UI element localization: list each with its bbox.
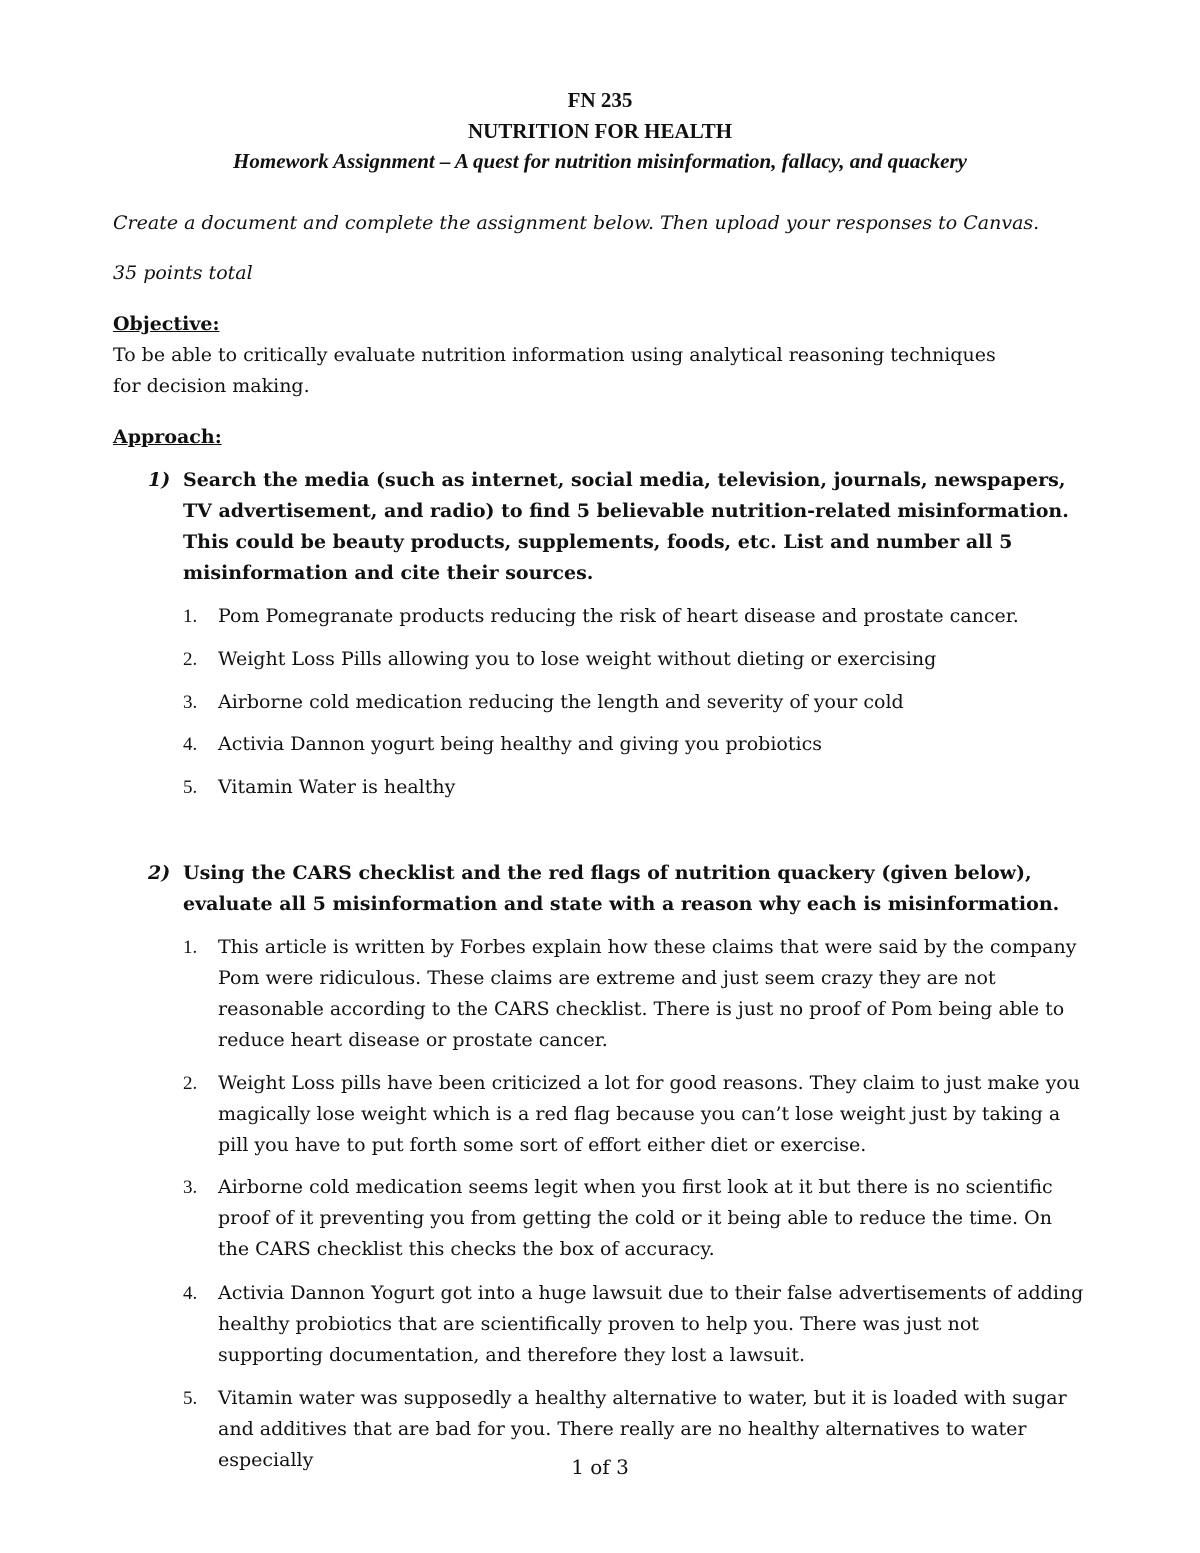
question-2-text: Using the CARS checklist and the red flags of nutrition quackery (given below), evaluate all 5 misinformation and state with a reason why each is misinformation. — [183, 862, 1060, 915]
q2-item-5-text: Vitamin water was supposedly a healthy alternative to water, but it is loaded with sugar and additives that are bad for you. There really are no healthy alternatives to water especially — [218, 1387, 1067, 1471]
points-total: 35 points total — [113, 262, 253, 284]
question-2-number: 2) — [148, 862, 171, 884]
q1-item-2-text: Weight Loss Pills allowing you to lose weight without dieting or exercising — [218, 648, 937, 670]
approach-heading: Approach: — [113, 426, 222, 448]
course-code: FN 235 — [567, 88, 633, 112]
q1-item-2-number: 2. — [183, 649, 198, 670]
q1-item-4-text: Activia Dannon yogurt being healthy and giving you probiotics — [218, 733, 822, 755]
q2-item-2-text: Weight Loss pills have been criticized a lot for good reasons. They claim to just make you magically lose weight which is a red flag because you can’t lose weight just by taking a pill you have to put forth some sort of effort either diet or exercise. — [218, 1072, 1080, 1156]
q2-item-1-text: This article is written by Forbes explain how these claims that were said by the company Pom were ridiculous. These claims are extreme and just seem crazy they are not reasonable according to the CARS checklist. There is just no proof of Pom being able to reduce heart disease or prostate cancer. — [218, 936, 1077, 1051]
q1-item-1-number: 1. — [183, 606, 198, 627]
q1-item-4-number: 4. — [183, 734, 198, 755]
course-title: NUTRITION FOR HEALTH — [467, 119, 733, 143]
q2-item-3-number: 3. — [183, 1177, 198, 1198]
q1-item-5-text: Vitamin Water is healthy — [218, 776, 456, 798]
q1-item-1-text: Pom Pomegranate products reducing the risk of heart disease and prostate cancer. — [218, 605, 1019, 627]
question-1-text: Search the media (such as internet, social media, television, journals, newspapers, TV advertisement, and radio) to find 5 believable nutrition-related misinformation. This could be beauty products, supplements, foods, etc. List and number all 5 misinformation and cite their sources. — [183, 469, 1069, 584]
q2-item-4-number: 4. — [183, 1283, 198, 1304]
page-number: 1 of 3 — [571, 1455, 629, 1479]
q1-item-3-text: Airborne cold medication reducing the length and severity of your cold — [218, 691, 904, 713]
q1-item-5-number: 5. — [183, 777, 198, 798]
q2-item-4-text: Activia Dannon Yogurt got into a huge lawsuit due to their false advertisements of adding healthy probiotics that are scientifically proven to help you. There was just not supporting documentation, and therefore they lost a lawsuit. — [218, 1282, 1084, 1366]
assignment-subtitle: Homework Assignment – A quest for nutrition misinformation, fallacy, and quackery — [233, 149, 967, 173]
q2-item-3-text: Airborne cold medication seems legit when you first look at it but there is no scientific proof of it preventing you from getting the cold or it being able to reduce the time. On the CARS checklist this checks the box of accuracy. — [218, 1176, 1053, 1260]
objective-heading: Objective: — [113, 313, 220, 335]
q1-item-3-number: 3. — [183, 692, 198, 713]
question-1-number: 1) — [148, 469, 171, 491]
q2-item-2-number: 2. — [183, 1073, 198, 1094]
q2-item-5-number: 5. — [183, 1388, 198, 1409]
objective-text: To be able to critically evaluate nutrition information using analytical reasoning techniques for decision making. — [113, 344, 996, 397]
instruction-text: Create a document and complete the assignment below. Then upload your responses to Canvas. — [113, 212, 1040, 234]
q2-item-1-number: 1. — [183, 937, 198, 958]
